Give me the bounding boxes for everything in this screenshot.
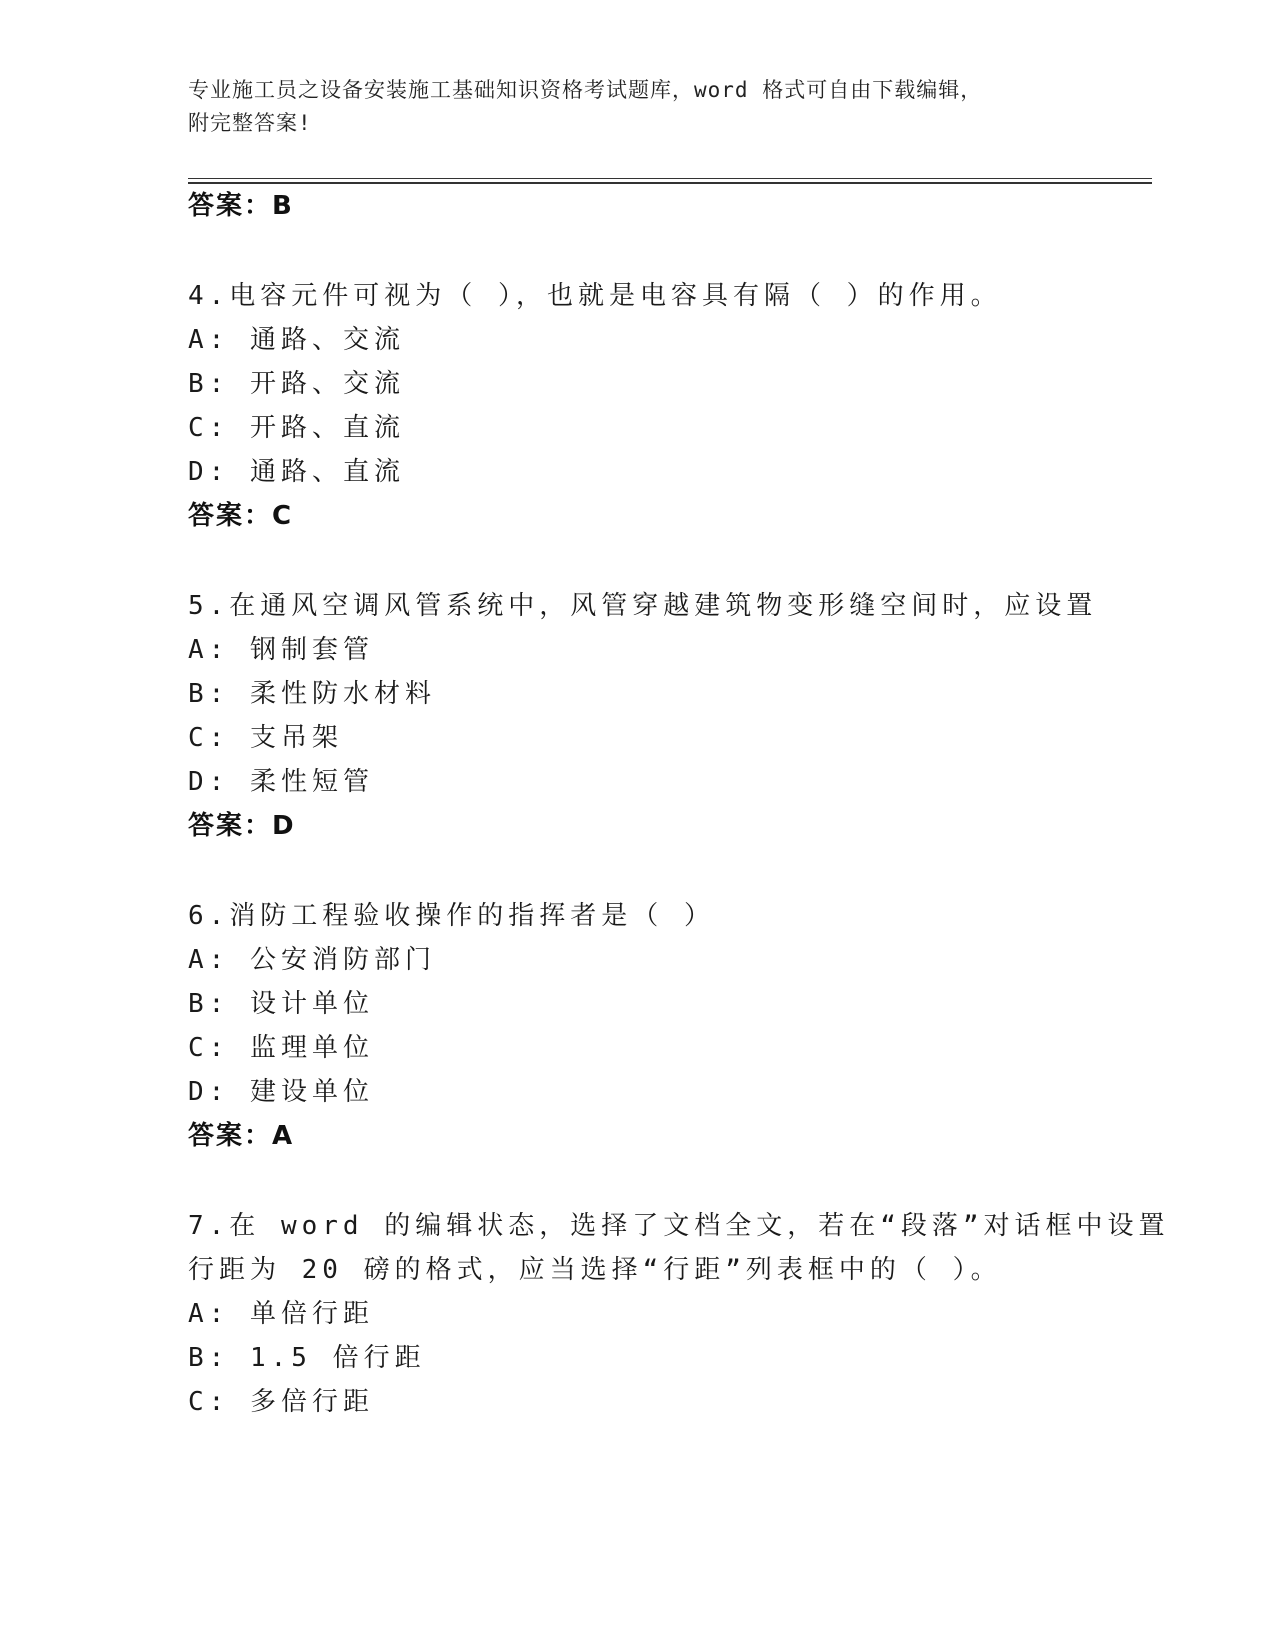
question-stem: 7.在 word 的编辑状态，选择了文档全文，若在“段落”对话框中设置 bbox=[188, 1211, 1170, 1241]
option-b: B: 设计单位 bbox=[188, 989, 374, 1019]
header-line-1: 专业施工员之设备安装施工基础知识资格考试题库，word 格式可自由下载编辑， bbox=[188, 78, 983, 102]
answer-line: 答案：B bbox=[188, 191, 294, 221]
option-a: A: 公安消防部门 bbox=[188, 945, 436, 975]
answer-line: 答案：C bbox=[188, 501, 294, 531]
question-stem: 4.电容元件可视为（ ），也就是电容具有隔（ ）的作用。 bbox=[188, 281, 1002, 311]
option-c: C: 支吊架 bbox=[188, 723, 343, 753]
option-c: C: 开路、直流 bbox=[188, 413, 405, 443]
answer-line: 答案：A bbox=[188, 1121, 295, 1151]
option-b: B: 开路、交流 bbox=[188, 369, 405, 399]
option-d: D: 建设单位 bbox=[188, 1077, 374, 1107]
option-b: B: 柔性防水材料 bbox=[188, 679, 436, 709]
question-stem: 6.消防工程验收操作的指挥者是（ ） bbox=[188, 901, 715, 931]
option-a: A: 单倍行距 bbox=[188, 1299, 374, 1329]
option-d: D: 通路、直流 bbox=[188, 457, 405, 487]
option-a: A: 钢制套管 bbox=[188, 635, 374, 665]
option-c: C: 监理单位 bbox=[188, 1033, 374, 1063]
question-stem: 5.在通风空调风管系统中，风管穿越建筑物变形缝空间时，应设置 bbox=[188, 591, 1098, 621]
option-d: D: 柔性短管 bbox=[188, 767, 374, 797]
option-c: C: 多倍行距 bbox=[188, 1387, 374, 1417]
option-b: B: 1.5 倍行距 bbox=[188, 1343, 426, 1373]
header-divider-thin bbox=[188, 178, 1152, 179]
answer-line: 答案：D bbox=[188, 811, 296, 841]
option-a: A: 通路、交流 bbox=[188, 325, 405, 355]
header-line-2: 附完整答案! bbox=[188, 111, 312, 135]
question-stem-continued: 行距为 20 磅的格式，应当选择“行距”列表框中的（ ）。 bbox=[188, 1255, 1002, 1285]
document-header bbox=[188, 74, 1088, 140]
header-divider-thick bbox=[188, 182, 1152, 184]
